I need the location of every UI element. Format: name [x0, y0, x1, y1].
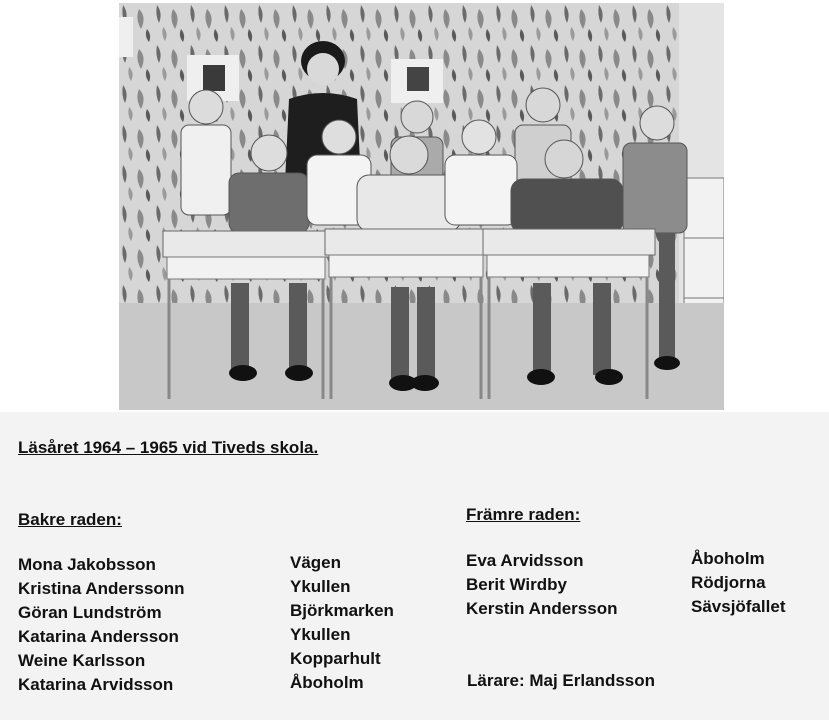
back-row-place: Vägen — [290, 553, 342, 572]
back-row-name: Katarina Andersson — [18, 627, 179, 646]
back-row-place: Kopparhult — [290, 649, 381, 668]
back-row-places — [290, 551, 394, 695]
back-row-name: Göran Lundström — [18, 603, 162, 622]
back-row-name: Mona Jakobsson — [18, 555, 156, 574]
back-row-place: Ykullen — [290, 577, 351, 596]
class-photo-illustration — [119, 3, 724, 410]
front-row-name: Kerstin Andersson — [466, 599, 618, 618]
class-photo — [119, 3, 724, 410]
front-row-places — [691, 547, 786, 619]
back-row-heading: Bakre raden: — [18, 510, 122, 529]
front-row-place: Rödjorna — [691, 573, 766, 592]
front-row-name: Berit Wirdby — [466, 575, 567, 594]
front-row-place: Sävsjöfallet — [691, 597, 786, 616]
front-row-heading: Främre raden: — [466, 505, 581, 524]
front-row-name: Eva Arvidsson — [466, 551, 584, 570]
caption-title: Läsåret 1964 – 1965 vid Tiveds skola. — [18, 438, 319, 457]
back-row-name: Kristina Anderssonn — [18, 579, 185, 598]
front-row-place: Åboholm — [691, 549, 765, 568]
back-row-place: Åboholm — [290, 673, 364, 692]
teacher-line: Lärare: Maj Erlandsson — [467, 671, 656, 690]
back-row-name: Weine Karlsson — [18, 651, 146, 670]
back-row-names — [18, 553, 185, 697]
back-row-place: Ykullen — [290, 625, 351, 644]
back-row-name: Katarina Arvidsson — [18, 675, 174, 694]
back-row-place: Björkmarken — [290, 601, 394, 620]
front-row-names — [466, 549, 617, 621]
